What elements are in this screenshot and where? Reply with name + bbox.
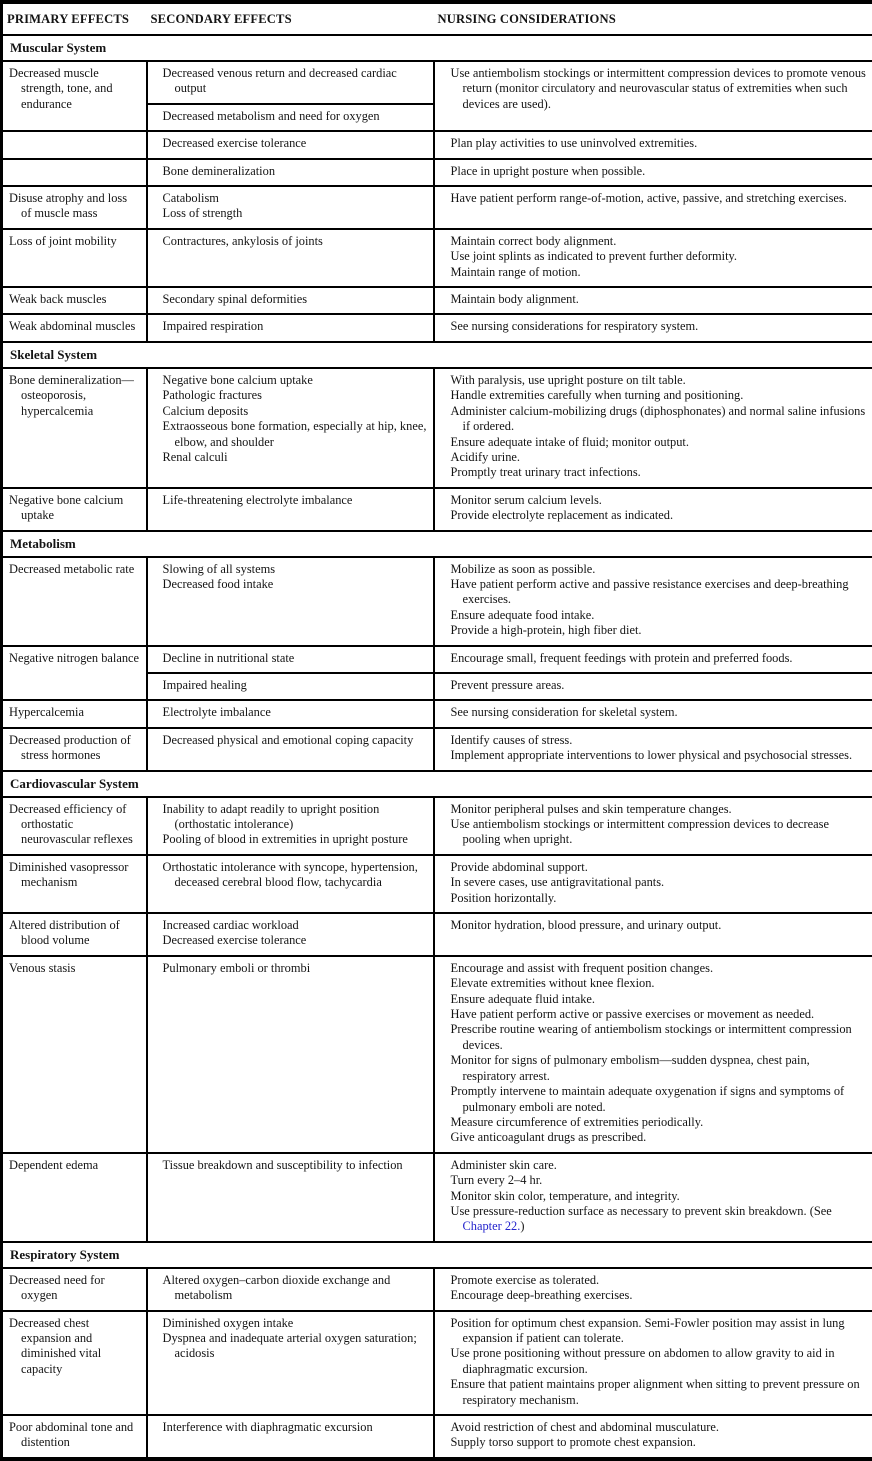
section-title: Muscular System <box>2 35 872 61</box>
cell-item: Position horizontally. <box>451 891 867 906</box>
section-row <box>2 531 872 557</box>
cell-item: Monitor skin color, temperature, and integrity. <box>451 1189 867 1204</box>
cell-item: Administer calcium-mobilizing drugs (diphosphonates) and normal saline infusions if ordered. <box>451 404 867 435</box>
cell-item: Monitor hydration, blood pressure, and urinary output. <box>451 918 867 933</box>
cell-item: Pooling of blood in extremities in upright posture <box>163 832 427 847</box>
cell-item: Have patient perform active or passive exercises or movement as needed. <box>451 1007 867 1022</box>
cell-item: Bone demineralization <box>163 164 427 179</box>
table-row <box>2 913 872 956</box>
primary-effect-cell <box>2 646 147 701</box>
nursing-considerations-cell <box>434 1311 872 1415</box>
table-row <box>2 700 872 727</box>
cell-item: Use antiembolism stockings or intermittent compression devices to decrease pooling when upright. <box>451 817 867 848</box>
cell-item: Decreased food intake <box>163 577 427 592</box>
secondary-effect-cell <box>147 61 434 104</box>
table-row <box>2 131 872 158</box>
cell-item: Impaired respiration <box>163 319 427 334</box>
cell-item: Decreased production of stress hormones <box>9 733 140 764</box>
cell-item: Mobilize as soon as possible. <box>451 562 867 577</box>
nursing-considerations-cell <box>434 956 872 1153</box>
nursing-considerations-cell <box>434 646 872 673</box>
secondary-effect-cell <box>147 287 434 314</box>
chapter-22-link[interactable]: Chapter 22. <box>463 1219 521 1233</box>
cell-item: Maintain correct body alignment. <box>451 234 867 249</box>
nursing-considerations-cell <box>434 186 872 229</box>
section-row <box>2 35 872 61</box>
cell-item: Provide electrolyte replacement as indicated. <box>451 508 867 523</box>
cell-item: Inability to adapt readily to upright position (orthostatic intolerance) <box>163 802 427 833</box>
primary-effect-cell <box>2 488 147 531</box>
table-row <box>2 488 872 531</box>
nursing-considerations-cell <box>434 314 872 341</box>
secondary-effect-cell <box>147 956 434 1153</box>
cell-item: Increased cardiac workload <box>163 918 427 933</box>
cell-item <box>451 1204 867 1235</box>
text-part: Use pressure-reduction surface as necessary to prevent skin breakdown. (See <box>451 1204 832 1218</box>
primary-effect-cell <box>2 1268 147 1311</box>
cell-item: Encourage and assist with frequent position changes. <box>451 961 867 976</box>
cell-item: Use prone positioning without pressure on abdomen to allow gravity to aid in diaphragmatic excursion. <box>451 1346 867 1377</box>
cell-item: Decreased efficiency of orthostatic neurovascular reflexes <box>9 802 140 848</box>
primary-effect-cell <box>2 368 147 488</box>
nursing-considerations-cell <box>434 557 872 646</box>
cell-item: Altered oxygen–carbon dioxide exchange and metabolism <box>163 1273 427 1304</box>
table-row <box>2 557 872 646</box>
section-row <box>2 342 872 368</box>
cell-item: Use antiembolism stockings or intermittent compression devices to promote venous return (monitor circulatory and neurovascular status of extremities when such devices are used). <box>451 66 867 112</box>
primary-effect-cell <box>2 314 147 341</box>
table-row <box>2 61 872 104</box>
cell-item: Measure circumference of extremities periodically. <box>451 1115 867 1130</box>
secondary-effect-cell <box>147 557 434 646</box>
cell-item: Give anticoagulant drugs as prescribed. <box>451 1130 867 1145</box>
nursing-considerations-cell <box>434 488 872 531</box>
cell-item: Negative bone calcium uptake <box>9 493 140 524</box>
cell-item: Prescribe routine wearing of antiembolism stockings or intermittent compression devices. <box>451 1022 867 1053</box>
cell-item: Calcium deposits <box>163 404 427 419</box>
cell-item: Turn every 2–4 hr. <box>451 1173 867 1188</box>
cell-item: Have patient perform active and passive resistance exercises and deep-breathing exercises. <box>451 577 867 608</box>
primary-effect-cell <box>2 855 147 913</box>
header-row <box>2 2 872 35</box>
table-row <box>2 1153 872 1242</box>
secondary-effect-cell <box>147 229 434 287</box>
cell-item: Catabolism <box>163 191 427 206</box>
secondary-effect-cell <box>147 913 434 956</box>
cell-item: Place in upright posture when possible. <box>451 164 867 179</box>
cell-item: Maintain body alignment. <box>451 292 867 307</box>
nursing-considerations-cell <box>434 287 872 314</box>
cell-item: Poor abdominal tone and distention <box>9 1420 140 1451</box>
cell-item: Loss of joint mobility <box>9 234 140 249</box>
secondary-effect-cell <box>147 1153 434 1242</box>
cell-item: Avoid restriction of chest and abdominal musculature. <box>451 1420 867 1435</box>
table-body <box>2 35 872 1459</box>
secondary-effect-cell <box>147 855 434 913</box>
primary-effect-cell <box>2 131 147 158</box>
table-row <box>2 646 872 673</box>
primary-effect-cell <box>2 159 147 186</box>
cell-item: Encourage small, frequent feedings with protein and preferred foods. <box>451 651 867 666</box>
cell-item: Tissue breakdown and susceptibility to infection <box>163 1158 427 1173</box>
primary-effect-cell <box>2 1311 147 1415</box>
cell-item: Venous stasis <box>9 961 140 976</box>
cell-item: Orthostatic intolerance with syncope, hypertension, deceased cerebral blood flow, tachycardia <box>163 860 427 891</box>
table-row <box>2 1311 872 1415</box>
table-row <box>2 287 872 314</box>
cell-item: Impaired healing <box>163 678 427 693</box>
cell-item: Secondary spinal deformities <box>163 292 427 307</box>
cell-item: Have patient perform range-of-motion, active, passive, and stretching exercises. <box>451 191 867 206</box>
cell-item: Decreased exercise tolerance <box>163 136 427 151</box>
primary-effect-cell <box>2 1153 147 1242</box>
secondary-effect-cell <box>147 104 434 131</box>
cell-item: Decreased need for oxygen <box>9 1273 140 1304</box>
primary-effect-cell <box>2 700 147 727</box>
cell-item: Loss of strength <box>163 206 427 221</box>
cell-item: In severe cases, use antigravitational pants. <box>451 875 867 890</box>
cell-item: Weak abdominal muscles <box>9 319 140 334</box>
secondary-effect-cell <box>147 1415 434 1459</box>
secondary-effect-cell <box>147 159 434 186</box>
section-row <box>2 1242 872 1268</box>
cell-item: Decreased muscle strength, tone, and endurance <box>9 66 140 112</box>
primary-effect-cell <box>2 186 147 229</box>
nursing-considerations-cell <box>434 1415 872 1459</box>
cell-item: Pathologic fractures <box>163 388 427 403</box>
cell-item: Negative bone calcium uptake <box>163 373 427 388</box>
cell-item: Hypercalcemia <box>9 705 140 720</box>
table-row <box>2 159 872 186</box>
secondary-effect-cell <box>147 700 434 727</box>
cell-item: Implement appropriate interventions to lower physical and psychosocial stresses. <box>451 748 867 763</box>
table-row <box>2 229 872 287</box>
primary-effect-cell <box>2 229 147 287</box>
table-row <box>2 1415 872 1459</box>
cell-item: Weak back muscles <box>9 292 140 307</box>
cell-item: Maintain range of motion. <box>451 265 867 280</box>
secondary-effect-cell <box>147 797 434 855</box>
table-row <box>2 368 872 488</box>
nursing-considerations-cell <box>434 159 872 186</box>
cell-item: Ensure adequate fluid intake. <box>451 992 867 1007</box>
primary-effect-cell <box>2 557 147 646</box>
secondary-effect-cell <box>147 131 434 158</box>
cell-item: Bone demineralization—osteoporosis, hypercalcemia <box>9 373 140 419</box>
col-header-primary-effects: PRIMARY EFFECTS <box>2 2 147 35</box>
nursing-considerations-cell <box>434 368 872 488</box>
table-row <box>2 728 872 771</box>
table-row <box>2 186 872 229</box>
cell-item: Decreased chest expansion and diminished vital capacity <box>9 1316 140 1378</box>
cell-item: Electrolyte imbalance <box>163 705 427 720</box>
cell-item: Promote exercise as tolerated. <box>451 1273 867 1288</box>
cell-item: Decreased exercise tolerance <box>163 933 427 948</box>
section-title: Cardiovascular System <box>2 771 872 797</box>
cell-item: Administer skin care. <box>451 1158 867 1173</box>
cell-item: Use joint splints as indicated to prevent further deformity. <box>451 249 867 264</box>
text-part: ) <box>520 1219 524 1233</box>
cell-item: Supply torso support to promote chest expansion. <box>451 1435 867 1450</box>
cell-item: See nursing considerations for respiratory system. <box>451 319 867 334</box>
cell-item: Promptly treat urinary tract infections. <box>451 465 867 480</box>
primary-effect-cell <box>2 1415 147 1459</box>
secondary-effect-cell <box>147 368 434 488</box>
table-row <box>2 314 872 341</box>
cell-item: Decreased metabolism and need for oxygen <box>163 109 427 124</box>
primary-effect-cell <box>2 797 147 855</box>
secondary-effect-cell <box>147 1311 434 1415</box>
nursing-considerations-cell <box>434 1268 872 1311</box>
cell-item: Interference with diaphragmatic excursion <box>163 1420 427 1435</box>
cell-item: Dependent edema <box>9 1158 140 1173</box>
cell-item: Contractures, ankylosis of joints <box>163 234 427 249</box>
secondary-effect-cell <box>147 488 434 531</box>
primary-effect-cell <box>2 956 147 1153</box>
primary-effect-cell <box>2 913 147 956</box>
cell-item: Altered distribution of blood volume <box>9 918 140 949</box>
cell-item: Ensure that patient maintains proper alignment when sitting to prevent pressure on respiratory mechanism. <box>451 1377 867 1408</box>
secondary-effect-cell <box>147 1268 434 1311</box>
col-header-secondary-effects: SECONDARY EFFECTS <box>147 2 434 35</box>
secondary-effect-cell <box>147 673 434 700</box>
primary-effect-cell <box>2 61 147 131</box>
cell-item: Monitor peripheral pulses and skin temperature changes. <box>451 802 867 817</box>
col-header-nursing-considerations: NURSING CONSIDERATIONS <box>434 2 872 35</box>
cell-item: Ensure adequate food intake. <box>451 608 867 623</box>
cell-item: Slowing of all systems <box>163 562 427 577</box>
cell-item: Diminished oxygen intake <box>163 1316 427 1331</box>
cell-item: Decreased physical and emotional coping capacity <box>163 733 427 748</box>
cell-item: Identify causes of stress. <box>451 733 867 748</box>
nursing-considerations-cell <box>434 1153 872 1242</box>
table-row <box>2 855 872 913</box>
nursing-considerations-cell <box>434 131 872 158</box>
secondary-effect-cell <box>147 314 434 341</box>
secondary-effect-cell <box>147 186 434 229</box>
cell-item: Dyspnea and inadequate arterial oxygen saturation; acidosis <box>163 1331 427 1362</box>
table-row <box>2 1268 872 1311</box>
secondary-effect-cell <box>147 646 434 673</box>
cell-item: Negative nitrogen balance <box>9 651 140 666</box>
cell-item: Plan play activities to use uninvolved extremities. <box>451 136 867 151</box>
cell-item: Extraosseous bone formation, especially at hip, knee, elbow, and shoulder <box>163 419 427 450</box>
primary-effect-cell <box>2 287 147 314</box>
cell-item: Decreased venous return and decreased cardiac output <box>163 66 427 97</box>
cell-item: Pulmonary emboli or thrombi <box>163 961 427 976</box>
table-row <box>2 797 872 855</box>
nursing-considerations-cell <box>434 855 872 913</box>
table-row <box>2 956 872 1153</box>
cell-item: Monitor serum calcium levels. <box>451 493 867 508</box>
cell-item: Promptly intervene to maintain adequate oxygenation if signs and symptoms of pulmonary emboli are noted. <box>451 1084 867 1115</box>
cell-item: Position for optimum chest expansion. Semi-Fowler position may assist in lung expansion if patient can tolerate. <box>451 1316 867 1347</box>
cell-item: Prevent pressure areas. <box>451 678 867 693</box>
nursing-considerations-cell <box>434 229 872 287</box>
primary-effect-cell <box>2 728 147 771</box>
section-row <box>2 771 872 797</box>
cell-item: Encourage deep-breathing exercises. <box>451 1288 867 1303</box>
cell-item: Disuse atrophy and loss of muscle mass <box>9 191 140 222</box>
cell-item: Provide a high-protein, high fiber diet. <box>451 623 867 638</box>
cell-item: Monitor for signs of pulmonary embolism—sudden dyspnea, chest pain, respiratory arrest. <box>451 1053 867 1084</box>
nursing-considerations-cell <box>434 797 872 855</box>
cell-item: Acidify urine. <box>451 450 867 465</box>
cell-item: Elevate extremities without knee flexion. <box>451 976 867 991</box>
cell-item: Handle extremities carefully when turning and positioning. <box>451 388 867 403</box>
cell-item: Life-threatening electrolyte imbalance <box>163 493 427 508</box>
nursing-considerations-cell <box>434 728 872 771</box>
cell-item: Decline in nutritional state <box>163 651 427 666</box>
cell-item: Decreased metabolic rate <box>9 562 140 577</box>
cell-item: Diminished vasopressor mechanism <box>9 860 140 891</box>
nursing-considerations-cell <box>434 673 872 700</box>
section-title: Respiratory System <box>2 1242 872 1268</box>
cell-item: Renal calculi <box>163 450 427 465</box>
section-title: Skeletal System <box>2 342 872 368</box>
cell-item: Ensure adequate intake of fluid; monitor output. <box>451 435 867 450</box>
cell-item: Provide abdominal support. <box>451 860 867 875</box>
section-title: Metabolism <box>2 531 872 557</box>
cell-item: With paralysis, use upright posture on tilt table. <box>451 373 867 388</box>
cell-item: See nursing consideration for skeletal system. <box>451 705 867 720</box>
secondary-effect-cell <box>147 728 434 771</box>
nursing-considerations-cell <box>434 700 872 727</box>
nursing-considerations-cell <box>434 913 872 956</box>
nursing-considerations-cell <box>434 61 872 131</box>
